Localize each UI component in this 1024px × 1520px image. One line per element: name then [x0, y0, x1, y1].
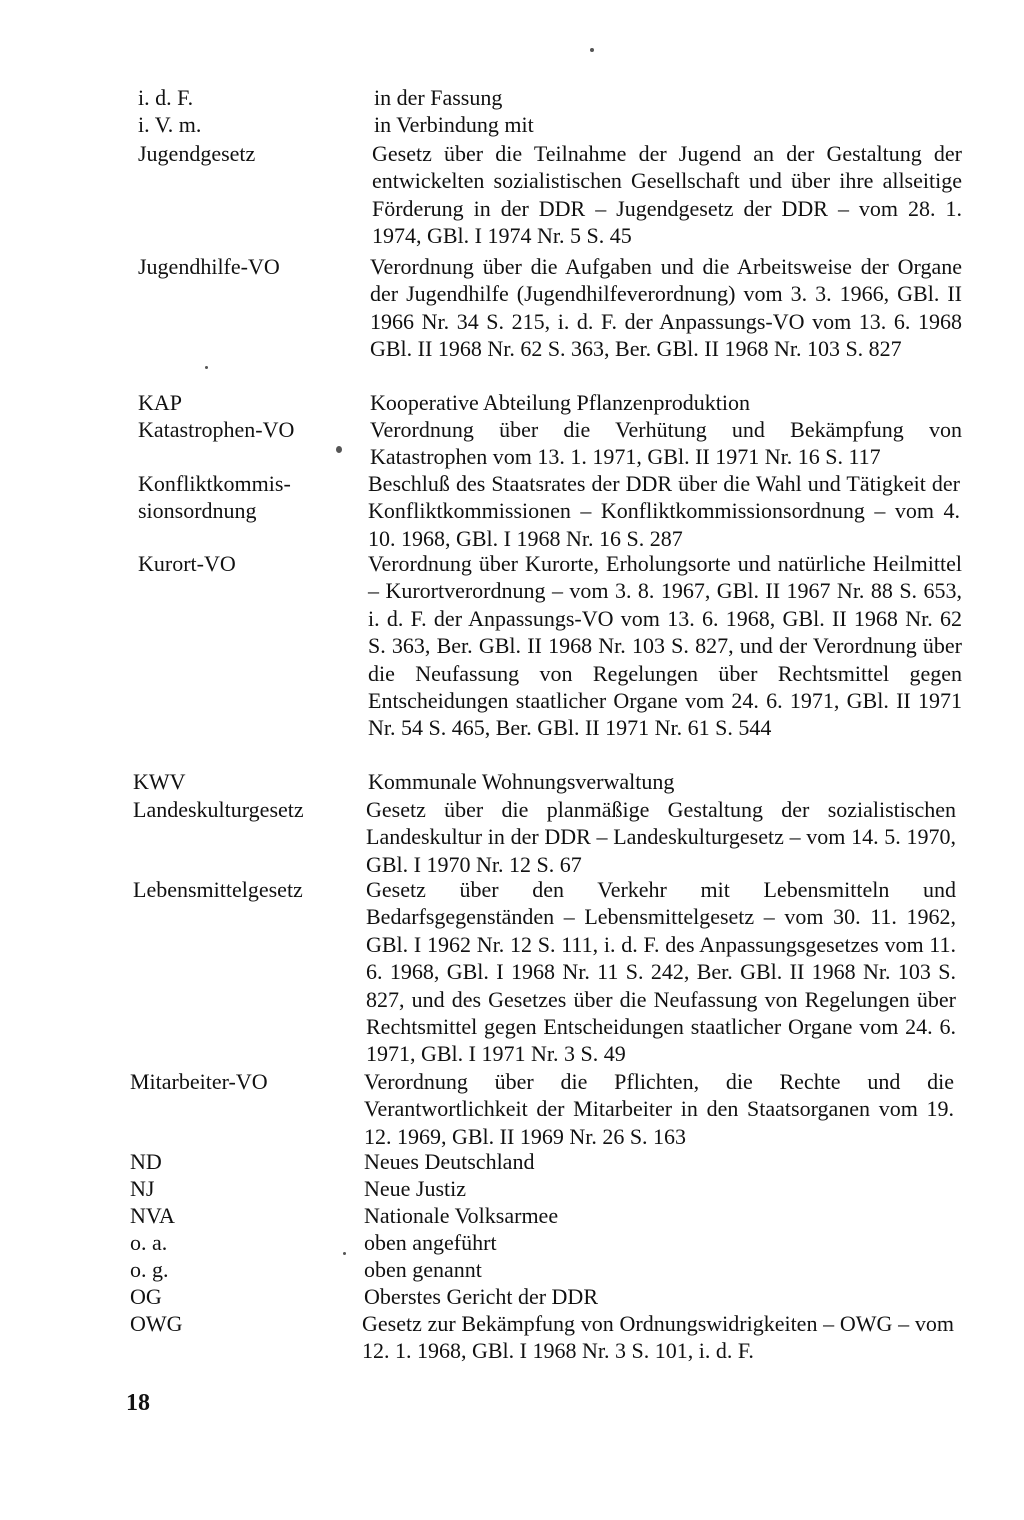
scan-speck	[343, 1252, 346, 1255]
entry-definition: Verordnung über die Aufgaben und die Arbeitsweise der Organe der Jugendhilfe (Jugendhilfeverordnung) vom 3. 3. 1966, GBl. II 1966 Nr. 34 S. 215, i. d. F. der Anpassungs-VO vom 13. 6. 1968 GBl. II 1968 Nr. 62 S. 363, Ber. GBl. II 1968 Nr. 103 S. 827	[370, 254, 962, 362]
entry-definition: Nationale Volksarmee	[364, 1203, 559, 1228]
entry-definition: Verordnung über Kurorte, Erholungsorte und natürliche Heilmittel – Kurortverordnung – vom 3. 8. 1967, GBl. II 1967 Nr. 88 S. 653, i. d. F. der Anpassungs-VO vom 13. 6. 1968, GBl. II 1968 Nr. 62 S. 363, Ber. GBl. II 1968 Nr. 103 S. 827, und der Verordnung über die Neufassung von Regelungen über Rechtsmittel gegen Entscheidungen staatlicher Organe vom 24. 6. 1971, GBl. II 1971 Nr. 54 S. 465, Ber. GBl. II 1971 Nr. 61 S. 544	[368, 551, 962, 741]
entry-abbreviation: Lebensmittelgesetz	[133, 877, 303, 902]
entry-abbreviation: i. d. F.	[138, 85, 194, 110]
entry-abbreviation-line: Konfliktkommis-	[138, 471, 291, 496]
entry-definition: Neue Justiz	[364, 1176, 467, 1201]
entry-definition: Verordnung über die Pflichten, die Rechte und die Verantwortlichkeit der Mitarbeiter in den Staatsorganen vom 19. 12. 1969, GBl. II 1969 Nr. 26 S. 163	[364, 1069, 954, 1149]
entry-definition: Gesetz zur Bekämpfung von Ordnungswidrigkeiten – OWG – vom 12. 1. 1968, GBl. I 1968 Nr. 3 S. 101, i. d. F.	[362, 1311, 954, 1364]
entry-definition: in der Fassung	[374, 85, 503, 110]
entry-definition: Neues Deutschland	[364, 1149, 535, 1174]
entry-definition: Beschluß des Staatsrates der DDR über die Wahl und Tätigkeit der Konfliktkommissionen – Konfliktkommissionsordnung – vom 4. 10. 1968, GBl. I 1968 Nr. 16 S. 287	[368, 471, 960, 551]
entry-abbreviation: i. V. m.	[138, 112, 202, 137]
entry-abbreviation-line: sionsordnung	[138, 498, 257, 523]
entry-definition: Gesetz über den Verkehr mit Lebensmitteln und Bedarfsgegenständen – Lebensmittelgesetz – vom 30. 11. 1962, GBl. I 1962 Nr. 12 S. 111, i. d. F. des Anpassungsgesetzes vom 11. 6. 1968, GBl. I 1968 Nr. 11 S. 242, Ber. GBl. II 1968 Nr. 103 S. 827, und des Gesetzes über die Neufassung von Regelungen über Rechtsmittel gegen Entscheidungen staatlicher Organe vom 24. 6. 1971, GBl. I 1971 Nr. 3 S. 49	[366, 877, 956, 1067]
entry-definition: Gesetz über die Teilnahme der Jugend an der Gestaltung der entwickelten sozialistischen Gesellschaft und über ihre allseitige Förderung in der DDR – Jugendgesetz der DDR – vom 28. 1. 1974, GBl. I 1974 Nr. 5 S. 45	[372, 141, 962, 249]
entry-abbreviation: Jugendgesetz	[138, 141, 256, 166]
entry-definition: in Verbindung mit	[374, 112, 534, 137]
entry-abbreviation: Katastrophen-VO	[138, 417, 295, 442]
entry-abbreviation: NJ	[130, 1176, 155, 1201]
entry-definition: Gesetz über die planmäßige Gestaltung der sozialistischen Landeskultur in der DDR – Landeskulturgesetz – vom 14. 5. 1970, GBl. I 1970 Nr. 12 S. 67	[366, 797, 956, 877]
entry-definition: oben angeführt	[364, 1230, 497, 1255]
entry-abbreviation: Landeskulturgesetz	[133, 797, 304, 822]
entry-abbreviation	[138, 470, 358, 524]
scan-speck	[590, 48, 594, 52]
entry-abbreviation: OWG	[130, 1311, 183, 1336]
entry-abbreviation: o. a.	[130, 1230, 168, 1255]
entry-abbreviation: KWV	[133, 769, 186, 794]
entry-abbreviation: Jugendhilfe-VO	[138, 254, 280, 279]
scan-speck	[205, 366, 208, 369]
entry-definition: oben genannt	[364, 1257, 482, 1282]
entry-definition: Verordnung über die Verhütung und Bekämpfung von Katastrophen vom 13. 1. 1971, GBl. II 1971 Nr. 16 S. 117	[370, 417, 962, 470]
entry-abbreviation: Mitarbeiter-VO	[130, 1069, 268, 1094]
scan-speck	[336, 446, 342, 453]
entry-abbreviation: o. g.	[130, 1257, 169, 1282]
entry-abbreviation: KAP	[138, 390, 183, 415]
entry-definition: Kommunale Wohnungsverwaltung	[368, 769, 675, 794]
entry-abbreviation: ND	[130, 1149, 162, 1174]
entry-abbreviation: Kurort-VO	[138, 551, 236, 576]
entry-definition: Oberstes Gericht der DDR	[364, 1284, 598, 1309]
entry-definition: Kooperative Abteilung Pflanzenproduktion	[370, 390, 751, 415]
entry-abbreviation: NVA	[130, 1203, 175, 1228]
page-number: 18	[126, 1390, 150, 1416]
entry-abbreviation: OG	[130, 1284, 162, 1309]
